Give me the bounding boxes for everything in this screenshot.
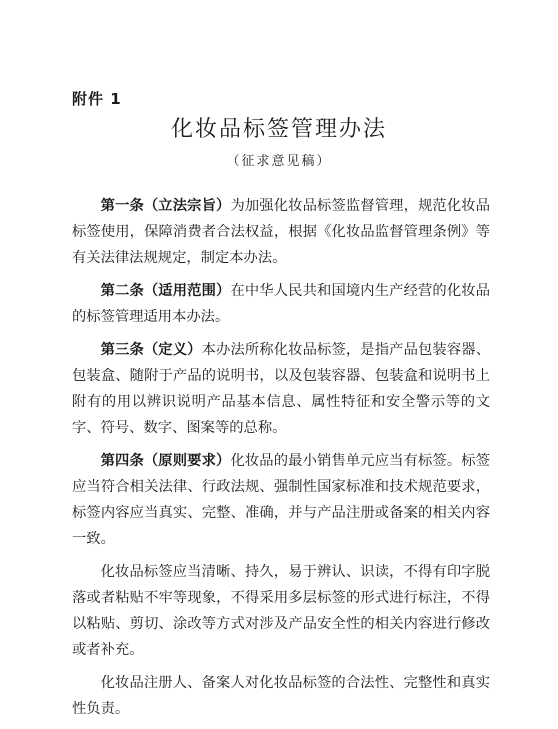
article-3 <box>72 337 490 441</box>
article-1-text: 为加强化妆品标签监督管理，规范化妆品标签使用，保障消费者合法权益，根据《化妆品监督管理条例》等有关法律法规规定，制定本办法。 <box>72 198 491 266</box>
article-3-heading: 第三条（定义） <box>100 342 202 358</box>
article-2-heading: 第二条（适用范围） <box>100 283 231 299</box>
article-3-text: 本办法所称化妆品标签，是指产品包装容器、包装盒、随附于产品的说明书，以及包装容器、包装盒和说明书上附有的用以辨识说明产品基本信息、属性特征和安全警示等的文字、符号、数字、图案等的总称。 <box>72 342 491 436</box>
article-4 <box>72 448 490 552</box>
document-body <box>72 193 490 729</box>
article-2 <box>72 278 490 330</box>
attachment-label: 附件 1 <box>72 90 122 108</box>
article-4-paragraph-2: 化妆品标签应当清晰、持久，易于辨认、识读，不得有印字脱落或者粘贴不牢等现象，不得采用多层标签的形式进行标注，不得以粘贴、剪切、涂改等方式对涉及产品安全性的相关内容进行修改或者补充。 <box>72 564 490 658</box>
article-4-text: 化妆品的最小销售单元应当有标签。标签应当符合相关法律、行政法规、强制性国家标准和技术规范要求，标签内容应当真实、完整、准确，并与产品注册或备案的相关内容一致。 <box>72 453 491 547</box>
document-title: 化妆品标签管理办法 <box>170 117 387 142</box>
article-2-text: 在中华人民共和国境内生产经营的化妆品的标签管理适用本办法。 <box>72 283 491 325</box>
article-1-heading: 第一条（立法宗旨） <box>100 198 231 214</box>
article-1 <box>72 193 490 271</box>
article-4-paragraph-3: 化妆品注册人、备案人对化妆品标签的合法性、完整性和真实性负责。 <box>72 675 490 717</box>
document-subtitle: （征求意见稿） <box>226 154 332 169</box>
article-4-heading: 第四条（原则要求） <box>100 453 231 469</box>
